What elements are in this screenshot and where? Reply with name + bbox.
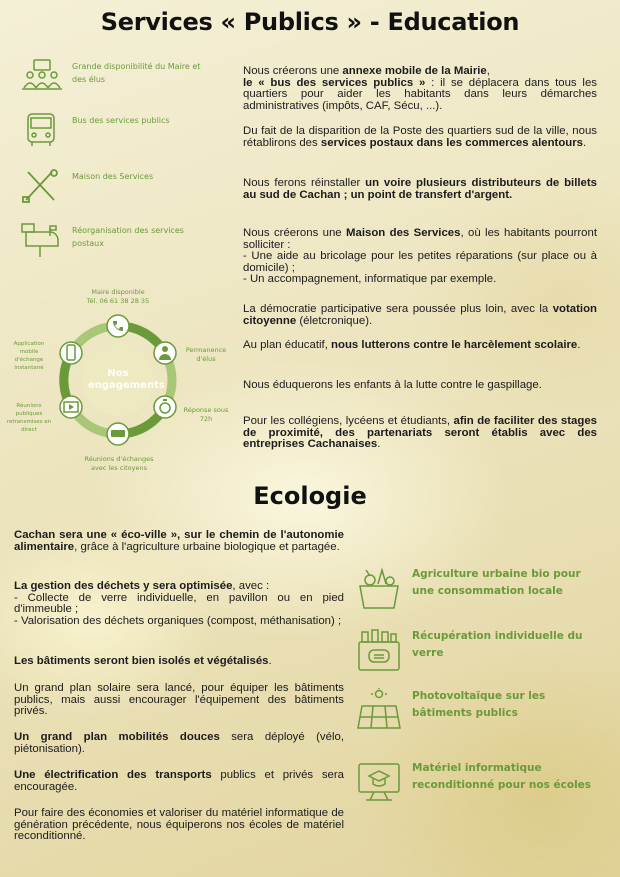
text-bold: La gestion des déchets y sera optimisée [14,580,233,592]
eco-item-agriculture [356,566,606,612]
meeting-icon [20,58,64,94]
text: . [377,438,381,450]
cycle-label-publiques: Réunions publiques retransmises en direct [6,403,52,433]
page-title-services: Services « Publics » - Education [100,8,520,36]
text-bold: Une électrification des transports [14,769,212,781]
solar-panel-icon [356,688,402,734]
text: , grâce à l'agriculture urbaine biologique et partagée. [74,540,340,553]
text: : il se déplacera dans tous les quartiers pour aider les habitants dans leurs démarches administratives (impôts, CAF, Sécu, ...). [243,76,597,112]
text: sera déployé (vélo, piétonisation). [14,731,344,755]
text-bold: Maison des Services [346,227,461,239]
cycle-center-label [88,368,165,392]
cycle-label-permanence: Permanence d'élus [185,346,227,363]
service-item-tools [20,168,220,204]
eco-label: Récupération individuelle du verre [412,630,583,659]
bus-icon [20,112,64,148]
eco-label: Photovoltaïque sur les bâtiments publics [412,690,546,719]
paragraph-informatique: Pour faire des économies et valoriser du matériel informatique de génération précédente, nous équiperons nos écoles de matériel reconditionné. [14,807,344,842]
service-item-bus [20,112,220,148]
paragraph-distributeurs [243,178,597,201]
text-bold: un voire plusieurs distributeurs de billets au sud de Cachan ; un point de transfert d'argent. [243,177,598,201]
tools-icon [20,168,64,204]
text-bold: Cachan sera une « éco-ville », sur le chemin de l'autonomie alimentaire [14,529,344,553]
paragraph-bus [243,66,597,112]
text: Nous créerons une [243,65,343,77]
text: Pour les collégiens, lycéens et étudiants, [243,415,454,427]
cycle-label-text: Maire disponible [91,288,145,296]
cycle-label-reponse: Réponse sous 72h [183,406,229,423]
paragraph-dechets [14,581,344,627]
paragraph-eco-ville [14,530,344,553]
text-bold: Un grand plan mobilités douces [14,731,220,743]
text-bold: Les bâtiments seront bien isolés et végétalisés [14,655,269,667]
bottles-icon [356,628,402,674]
text: - Un accompagnement, informatique par exemple. [243,273,497,285]
vegetables-icon [356,566,402,612]
text: , avec : [232,580,270,592]
service-label: Grande disponibilité du Maire et des élus [72,62,201,84]
paragraph-electrification [14,770,344,793]
eco-item-informatique [356,760,606,806]
text: Nous créerons une [243,227,347,239]
paragraph-stages [243,416,597,451]
eco-item-photovoltaique [356,688,606,734]
text: Nous ferons réinstaller [243,177,366,189]
page-title-ecologie: Ecologie [253,482,367,510]
text: , [486,65,490,77]
cycle-label-reunions: Réunions d'échanges avec les citoyens [84,455,154,472]
service-label: Réorganisation des services postaux [72,226,184,248]
eco-label: Agriculture urbaine bio pour une consommation locale [412,568,581,597]
paragraph-maison-services [243,228,597,286]
text: , où les habitants pourront solliciter : [243,227,597,251]
text-bold: votation citoyenne [243,303,597,327]
text: . [577,339,581,351]
cycle-label-application: Application mobile d'échange instantané [13,341,45,371]
text-bold: afin de faciliter des stages de proximité, des partenariats seront établis avec des entreprises Cachanaises [243,415,597,450]
eco-label: Matériel informatique reconditionné pour nos écoles [412,762,592,791]
service-label: Bus des services publics [72,116,170,125]
paragraph-batiments [14,656,344,668]
text: (életcronique). [296,314,373,327]
mailbox-icon [20,222,64,258]
text: - Une aide au bricolage pour les petites réparations (sur place ou à domicile) ; [243,250,597,274]
text: Du fait de la disparition de la Poste des quartiers sud de la ville, nous rétablirons des [243,125,597,149]
eco-item-verre [356,628,606,674]
paragraph-mobilites [14,732,344,755]
paragraph-harcelement [243,340,597,352]
text: . [583,136,587,149]
service-item-mailbox [20,222,220,258]
paragraph-gaspillage: Nous éduquerons les enfants à la lutte contre le gaspillage. [243,379,542,391]
text: publics et privés sera encouragée. [14,769,344,793]
engagement-cycle [0,280,240,480]
text-bold: services postaux dans les commerces alentours [320,136,584,149]
text-bold: annexe mobile de la Mairie [342,65,487,77]
text: Au plan éducatif, [243,339,332,351]
cycle-center-line1: Nos [107,368,129,379]
text: - Collecte de verre individuelle, en pavillon ou en pied d'immeuble ; [14,591,344,615]
cycle-label-phone: Tél. 06 61 38 28 35 [86,297,150,305]
text-bold: nous lutterons contre le harcèlement scolaire [331,339,578,351]
computer-icon [356,760,402,806]
text: La démocratie participative sera poussée plus loin, avec la [243,303,553,315]
cycle-label-maire [70,288,166,306]
service-item-meeting [20,58,220,94]
text-bold: le « bus des services publics » [243,76,426,89]
paragraph-solaire: Un grand plan solaire sera lancé, pour équiper les bâtiments publics, mais aussi encourager l'équipement des bâtiments privés. [14,682,344,717]
service-label: Maison des Services [72,172,154,181]
cycle-center-line2: engagements [88,380,165,391]
text: . [268,655,272,667]
paragraph-democratie [243,304,597,327]
paragraph-poste [243,126,597,149]
text: - Valorisation des déchets organiques (compost, méthanisation) ; [14,614,342,627]
